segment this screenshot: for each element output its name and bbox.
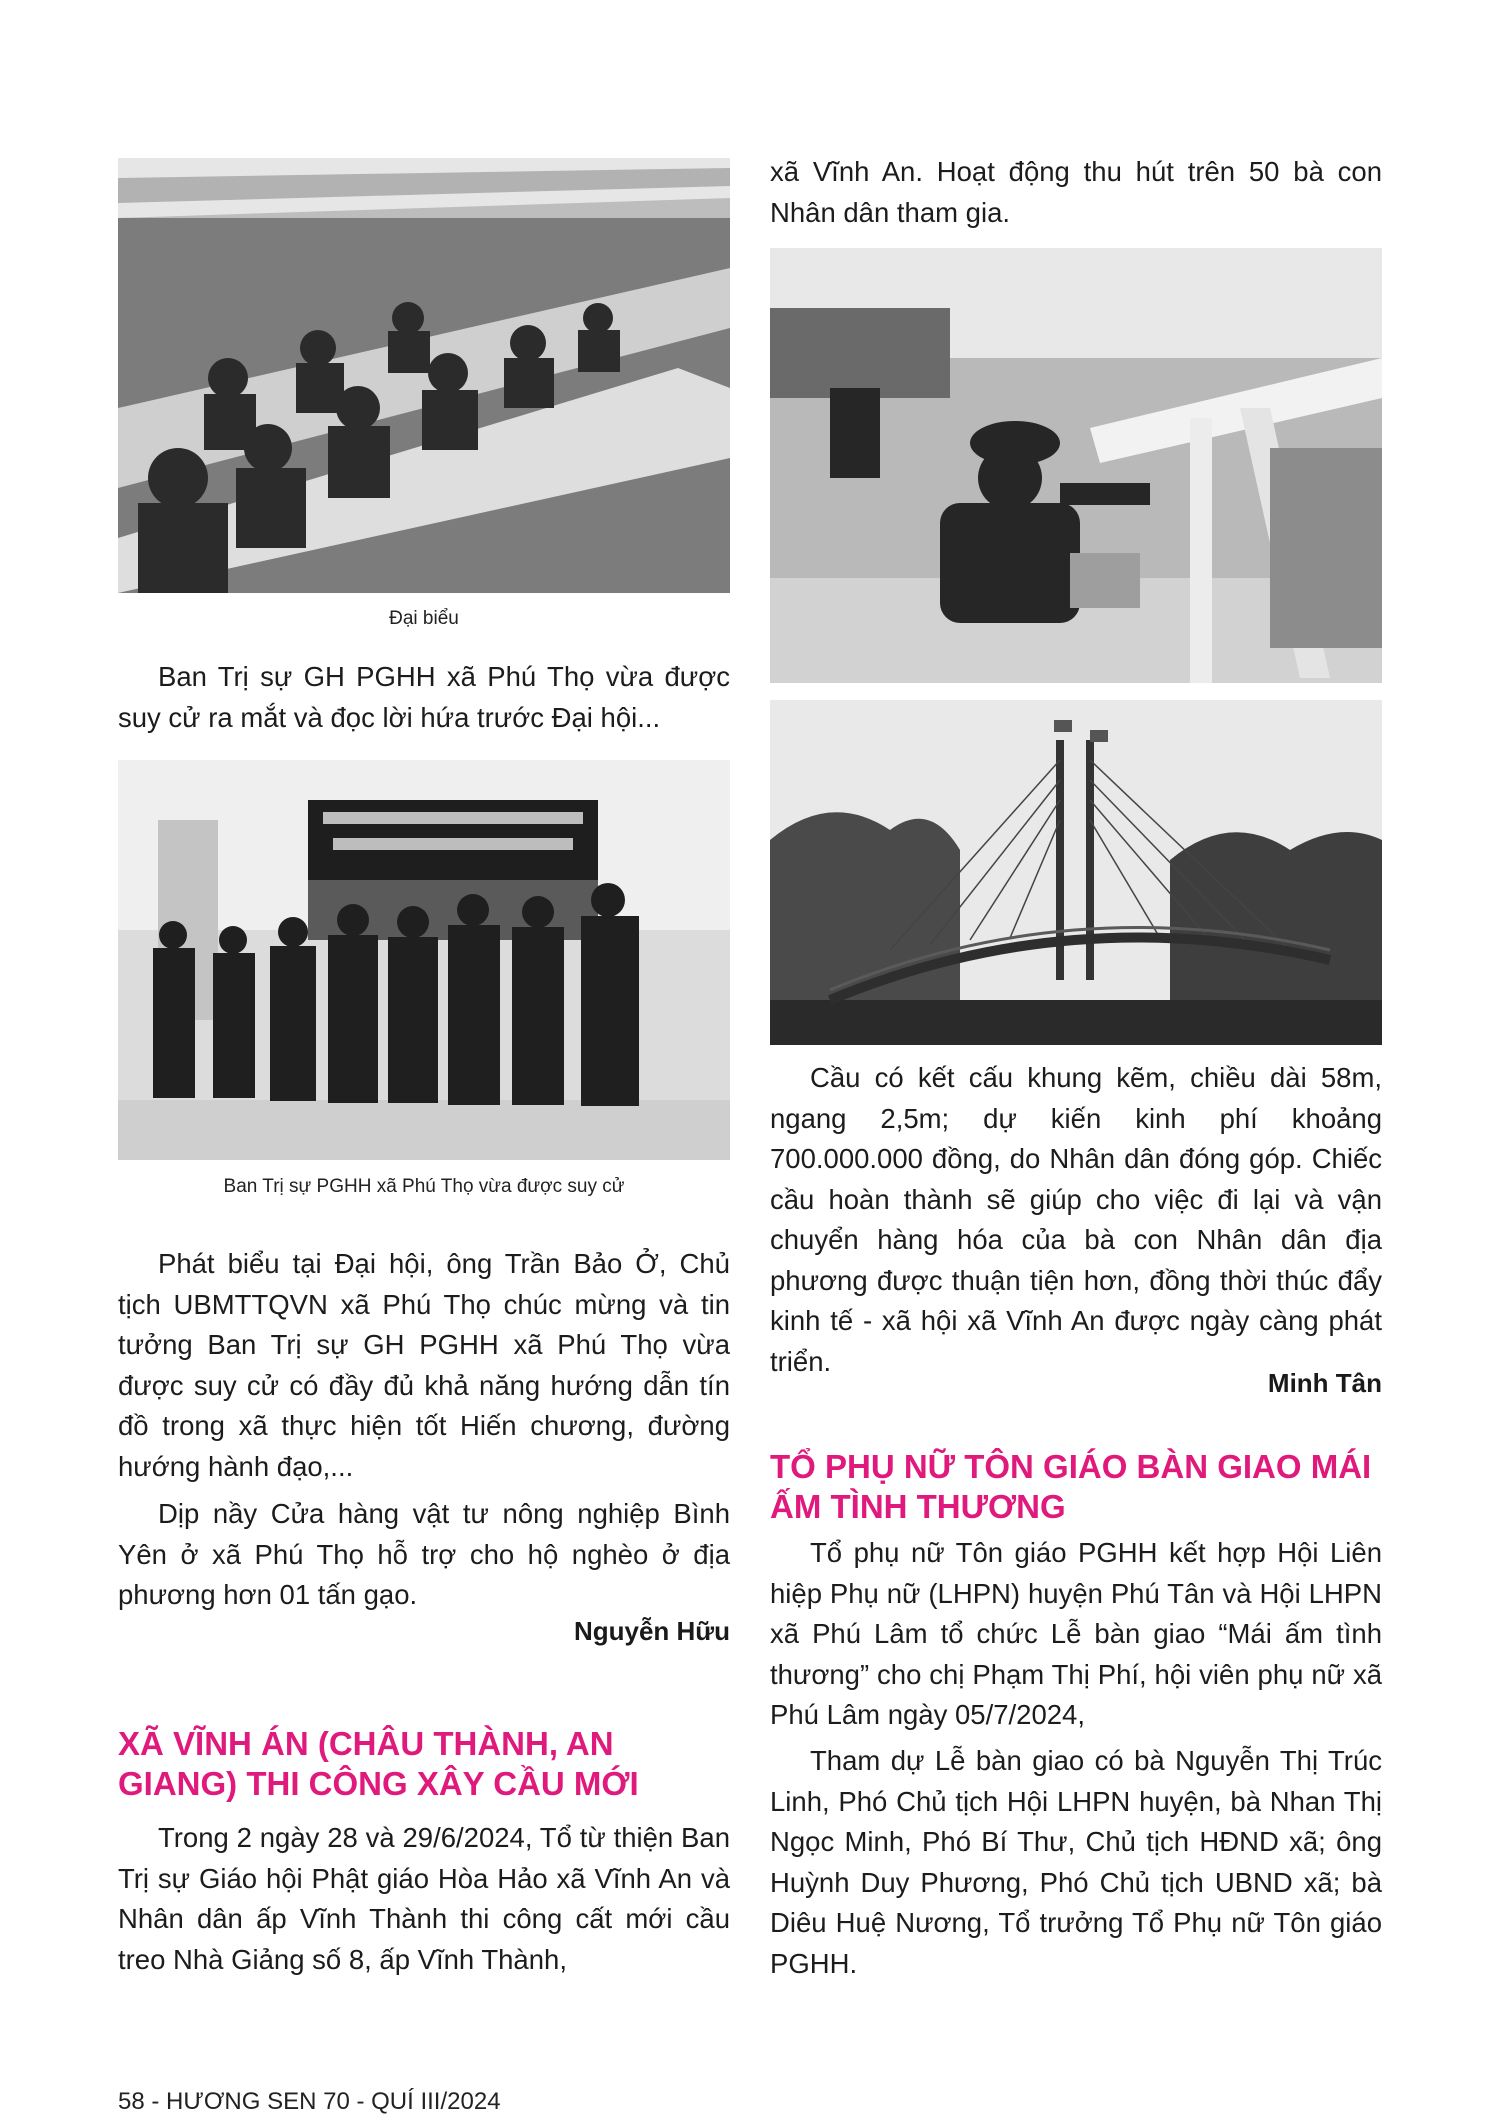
left-byline: Nguyễn Hữu	[573, 1616, 730, 1646]
delegates-photo	[118, 158, 730, 593]
left-paragraph-2: Phát biểu tại Đại hội, ông Trần Bảo Ở, Chủ tịch UBMTTQVN xã Phú Thọ chúc mừng và tin tưởng Ban Trị sự GH PGHH xã Phú Thọ vừa được suy cử có đầy đủ khả năng hướng dẫn tín đồ trong xã thực hiện tốt Hiến chương, đường hướng hành đạo,...	[118, 1248, 730, 1482]
right-headline: TỔ PHỤ NỮ TÔN GIÁO BÀN GIAO MÁI ẤM TÌNH THƯƠNG	[770, 1448, 1372, 1525]
right-paragraph-1: xã Vĩnh An. Hoạt động thu hút trên 50 bà con Nhân dân tham gia.	[770, 156, 1382, 228]
left-headline: XÃ VĨNH ÁN (CHÂU THÀNH, AN GIANG) THI CÔNG XÂY CẦU MỚI	[118, 1725, 639, 1802]
welding-worker-photo-icon	[770, 248, 1382, 683]
right-paragraph-2: Cầu có kết cấu khung kẽm, chiều dài 58m, ngang 2,5m; dự kiến kinh phí khoảng 700.000.000 đồng, do Nhân dân đóng góp. Chiếc cầu hoàn thành sẽ giúp cho việc đi lại và vận chuyển hàng hóa của bà con Nhân dân địa phương được thuận tiện hơn, đồng thời thúc đẩy kinh tế - xã hội xã Vĩnh An được ngày càng phát triển.	[770, 1062, 1382, 1377]
board-members-photo-caption: Ban Trị sự PGHH xã Phú Thọ vừa được suy cử	[223, 1176, 625, 1197]
right-byline: Minh Tân	[1267, 1368, 1382, 1398]
board-members-photo-icon	[118, 760, 730, 1160]
delegates-photo-icon	[118, 158, 730, 593]
suspension-bridge-photo-icon	[770, 700, 1382, 1045]
left-paragraph-3: Dịp nầy Cửa hàng vật tư nông nghiệp Bình Yên ở xã Phú Thọ hỗ trợ cho hộ nghèo ở địa phương hơn 01 tấn gạo.	[118, 1498, 730, 1610]
page-footer: 58 - HƯƠNG SEN 70 - QUÍ III/2024	[118, 2088, 501, 2115]
left-paragraph-1: Ban Trị sự GH PGHH xã Phú Thọ vừa được suy cử ra mắt và đọc lời hứa trước Đại hội...	[118, 661, 730, 733]
right-paragraph-4: Tham dự Lễ bàn giao có bà Nguyễn Thị Trúc Linh, Phó Chủ tịch Hội LHPN huyện, bà Nhan Thị Ngọc Minh, Phó Bí Thư, Chủ tịch HĐND xã; ông Huỳnh Duy Phương, Phó Chủ tịch UBND xã; bà Diêu Huệ Nương, Tổ trưởng Tổ Phụ nữ Tôn giáo PGHH.	[770, 1745, 1382, 1979]
welding-worker-photo	[770, 248, 1382, 683]
left-paragraph-4: Trong 2 ngày 28 và 29/6/2024, Tổ từ thiện Ban Trị sự Giáo hội Phật giáo Hòa Hảo xã Vĩnh An và Nhân dân ấp Vĩnh Thành thi công cất mới cầu treo Nhà Giảng số 8, ấp Vĩnh Thành,	[118, 1822, 730, 1975]
delegates-photo-caption: Đại biểu	[389, 608, 459, 629]
suspension-bridge-photo	[770, 700, 1382, 1045]
board-members-photo	[118, 760, 730, 1160]
right-paragraph-3: Tổ phụ nữ Tôn giáo PGHH kết hợp Hội Liên hiệp Phụ nữ (LHPN) huyện Phú Tân và Hội LHPN xã Phú Lâm tổ chức Lễ bàn giao “Mái ấm tình thương” cho chị Phạm Thị Phí, hội viên phụ nữ xã Phú Lâm ngày 05/7/2024,	[770, 1537, 1382, 1730]
